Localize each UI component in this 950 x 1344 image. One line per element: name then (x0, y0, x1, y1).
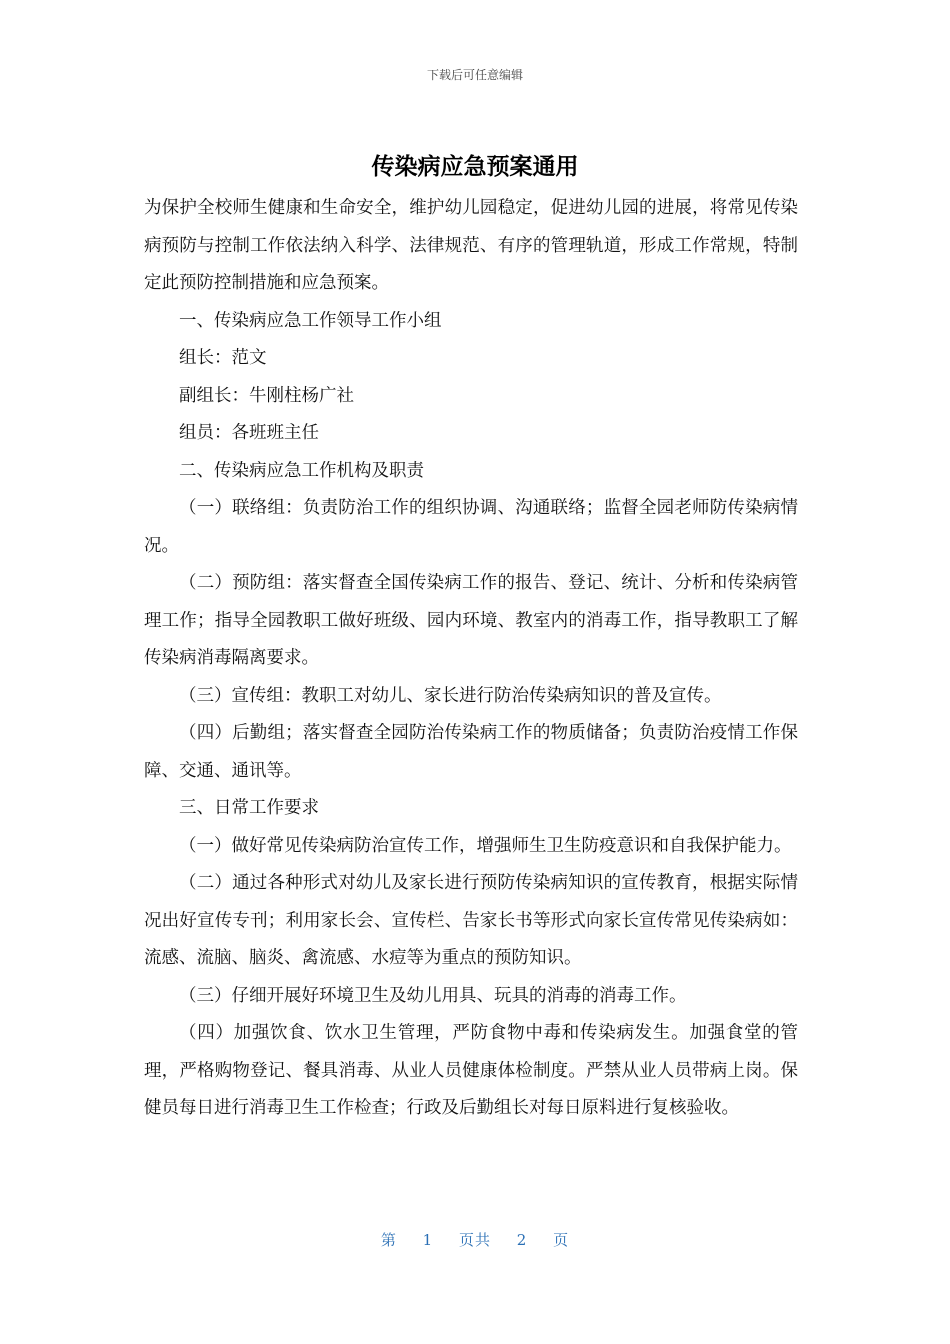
footer-page-number: 1 (422, 1231, 434, 1249)
document-body (144, 190, 798, 1128)
paragraph-members: 组员：各班班主任 (179, 423, 319, 443)
paragraph-deputy-leader: 副组长：牛刚柱杨广社 (179, 385, 354, 406)
paragraph-publicity-group: （三）宣传组：教职工对幼儿、家长进行防治传染病知识的普及宣传。 (179, 685, 722, 706)
paragraph-liaison-group: （一）联络组：负责防治工作的组织协调、沟通联络；监督全园老师防传染病情况。 (144, 498, 798, 556)
header-note: 下载后可任意编辑 (426, 68, 523, 82)
paragraph-requirement-4: （四）加强饮食、饮水卫生管理，严防食物中毒和传染病发生。加强食堂的管理，严格购物登记、餐具消毒、从业人员健康体检制度。严禁从业人员带病上岗。保健员每日进行消毒卫生工作检查；行政及后勤组长对每日原料进行复核验收。 (144, 1023, 798, 1118)
paragraph-logistics-group: （四）后勤组；落实督查全园防治传染病工作的物质储备；负责防治疫情工作保障、交通、通讯等。 (144, 723, 798, 781)
paragraph-requirement-1: （一）做好常见传染病防治宣传工作，增强师生卫生防疫意识和自我保护能力。 (179, 835, 792, 856)
footer-prefix: 第 (380, 1231, 397, 1249)
section-heading-1: 一、传染病应急工作领导工作小组 (179, 310, 442, 331)
paragraph-requirement-2: （二）通过各种形式对幼儿及家长进行预防传染病知识的宣传教育，根据实际情况出好宣传专刊；利用家长会、宣传栏、告家长书等形式向家长宣传常见传染病如：流感、流脑、脑炎、禽流感、水痘等为重点的预防知识。 (144, 873, 798, 968)
paragraph-intro: 为保护全校师生健康和生命安全，维护幼儿园稳定，促进幼儿园的进展，将常见传染病预防与控制工作依法纳入科学、法律规范、有序的管理轨道，形成工作常规，特制定此预防控制措施和应急预案。 (144, 198, 798, 293)
page-title: 传染病应急预案通用 (371, 154, 579, 180)
section-heading-3: 三、日常工作要求 (179, 798, 319, 818)
paragraph-prevention-group: （二）预防组：落实督查全国传染病工作的报告、登记、统计、分析和传染病管理工作；指导全园教职工做好班级、园内环境、教室内的消毒工作，指导教职工了解传染病消毒隔离要求。 (144, 573, 798, 668)
footer-middle: 页共 (458, 1231, 491, 1249)
paragraph-requirement-3: （三）仔细开展好环境卫生及幼儿用具、玩具的消毒的消毒工作。 (179, 985, 687, 1006)
page-footer (0, 1229, 950, 1250)
section-heading-2: 二、传染病应急工作机构及职责 (179, 460, 424, 481)
paragraph-leader: 组长：范文 (179, 348, 267, 368)
footer-total-pages: 2 (516, 1231, 528, 1249)
footer-suffix: 页 (553, 1231, 570, 1249)
